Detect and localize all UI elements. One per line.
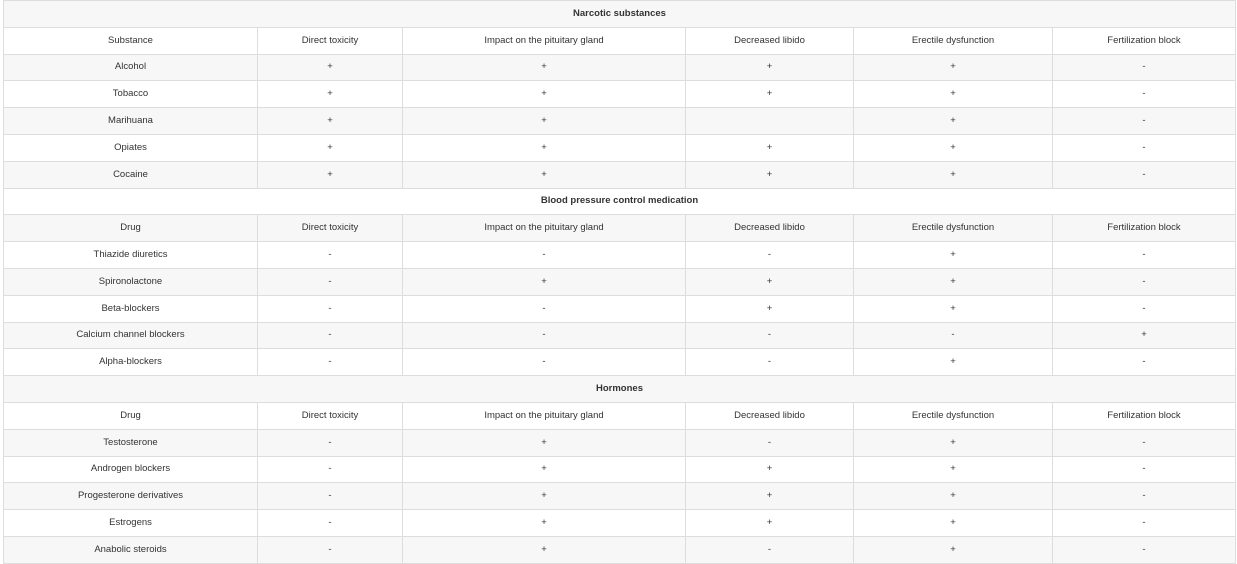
table-cell-erectile: + <box>854 268 1053 295</box>
column-header: Erectile dysfunction <box>854 402 1053 429</box>
table-row <box>4 536 1236 563</box>
table-body <box>4 1 1236 564</box>
table-cell-libido: - <box>686 429 854 456</box>
column-header: Decreased libido <box>686 402 854 429</box>
column-header: Fertilization block <box>1053 402 1236 429</box>
table-cell-libido: - <box>686 349 854 376</box>
table-cell-erectile: + <box>854 81 1053 108</box>
table-cell-libido: + <box>686 483 854 510</box>
table-row <box>4 349 1236 376</box>
table-cell-fertilization: - <box>1053 456 1236 483</box>
table-cell-name: Alcohol <box>4 54 258 81</box>
column-header-row <box>4 402 1236 429</box>
section-title: Narcotic substances <box>4 1 1236 28</box>
table-cell-direct-toxicity: - <box>258 242 403 269</box>
table-cell-name: Marihuana <box>4 108 258 135</box>
table-cell-fertilization: - <box>1053 161 1236 188</box>
table-cell-fertilization: - <box>1053 134 1236 161</box>
table-cell-pituitary: + <box>403 536 686 563</box>
table-cell-libido: - <box>686 536 854 563</box>
table-cell-direct-toxicity: - <box>258 295 403 322</box>
column-header: Impact on the pituitary gland <box>403 402 686 429</box>
table-row <box>4 483 1236 510</box>
table-cell-pituitary: + <box>403 161 686 188</box>
table-cell-fertilization: - <box>1053 108 1236 135</box>
table-cell-name: Androgen blockers <box>4 456 258 483</box>
table-row <box>4 429 1236 456</box>
table-cell-pituitary: + <box>403 268 686 295</box>
table-cell-direct-toxicity: - <box>258 510 403 537</box>
table-cell-fertilization: + <box>1053 322 1236 349</box>
table-cell-libido: + <box>686 161 854 188</box>
table-cell-libido: + <box>686 456 854 483</box>
table-cell-pituitary: + <box>403 108 686 135</box>
table-cell-libido: + <box>686 54 854 81</box>
table-cell-direct-toxicity: - <box>258 268 403 295</box>
table-row <box>4 456 1236 483</box>
section-title-row <box>4 1 1236 28</box>
table-cell-name: Anabolic steroids <box>4 536 258 563</box>
column-header: Substance <box>4 27 258 54</box>
table-cell-fertilization: - <box>1053 81 1236 108</box>
drug-effects-table <box>3 0 1236 564</box>
table-cell-pituitary: - <box>403 295 686 322</box>
table-cell-fertilization: - <box>1053 510 1236 537</box>
table-cell-direct-toxicity: + <box>258 54 403 81</box>
column-header: Impact on the pituitary gland <box>403 215 686 242</box>
column-header: Drug <box>4 215 258 242</box>
table-cell-pituitary: + <box>403 510 686 537</box>
column-header: Drug <box>4 402 258 429</box>
column-header: Erectile dysfunction <box>854 215 1053 242</box>
column-header-row <box>4 215 1236 242</box>
table-cell-libido: - <box>686 322 854 349</box>
table-cell-direct-toxicity: + <box>258 161 403 188</box>
table-cell-name: Estrogens <box>4 510 258 537</box>
column-header: Direct toxicity <box>258 215 403 242</box>
table-cell-direct-toxicity: - <box>258 456 403 483</box>
table-row <box>4 134 1236 161</box>
table-cell-erectile: - <box>854 322 1053 349</box>
column-header: Erectile dysfunction <box>854 27 1053 54</box>
table-cell-pituitary: + <box>403 134 686 161</box>
table-cell-name: Opiates <box>4 134 258 161</box>
section-title: Hormones <box>4 376 1236 403</box>
table-cell-erectile: + <box>854 108 1053 135</box>
table-row <box>4 510 1236 537</box>
table-cell-libido: + <box>686 81 854 108</box>
table-cell-direct-toxicity: - <box>258 429 403 456</box>
section-title-row <box>4 188 1236 215</box>
table-row <box>4 108 1236 135</box>
table-cell-direct-toxicity: - <box>258 483 403 510</box>
column-header: Fertilization block <box>1053 215 1236 242</box>
table-cell-erectile: + <box>854 456 1053 483</box>
table-row <box>4 295 1236 322</box>
table-cell-erectile: + <box>854 429 1053 456</box>
table-cell-direct-toxicity: + <box>258 81 403 108</box>
table-cell-fertilization: - <box>1053 268 1236 295</box>
table-cell-direct-toxicity: - <box>258 322 403 349</box>
table-cell-pituitary: + <box>403 81 686 108</box>
column-header: Direct toxicity <box>258 402 403 429</box>
table-cell-erectile: + <box>854 295 1053 322</box>
table-cell-erectile: + <box>854 242 1053 269</box>
table-cell-libido: + <box>686 268 854 295</box>
table-cell-pituitary: - <box>403 322 686 349</box>
table-cell-erectile: + <box>854 510 1053 537</box>
table-cell-pituitary: + <box>403 54 686 81</box>
table-cell-name: Cocaine <box>4 161 258 188</box>
section-title: Blood pressure control medication <box>4 188 1236 215</box>
table-cell-libido <box>686 108 854 135</box>
table-cell-name: Alpha-blockers <box>4 349 258 376</box>
table-cell-erectile: + <box>854 483 1053 510</box>
column-header: Impact on the pituitary gland <box>403 27 686 54</box>
table-cell-libido: + <box>686 510 854 537</box>
column-header: Decreased libido <box>686 215 854 242</box>
table-cell-libido: - <box>686 242 854 269</box>
table-row <box>4 54 1236 81</box>
table-cell-name: Progesterone derivatives <box>4 483 258 510</box>
table-row <box>4 322 1236 349</box>
table-cell-pituitary: + <box>403 429 686 456</box>
table-cell-libido: + <box>686 134 854 161</box>
table-cell-name: Testosterone <box>4 429 258 456</box>
table-cell-direct-toxicity: - <box>258 349 403 376</box>
table-cell-fertilization: - <box>1053 295 1236 322</box>
table-cell-name: Spironolactone <box>4 268 258 295</box>
table-cell-erectile: + <box>854 134 1053 161</box>
column-header: Direct toxicity <box>258 27 403 54</box>
table-cell-pituitary: - <box>403 242 686 269</box>
table-cell-erectile: + <box>854 349 1053 376</box>
table-cell-direct-toxicity: + <box>258 108 403 135</box>
table-cell-pituitary: + <box>403 483 686 510</box>
table-cell-fertilization: - <box>1053 242 1236 269</box>
table-cell-pituitary: - <box>403 349 686 376</box>
table-row <box>4 268 1236 295</box>
table-cell-name: Calcium channel blockers <box>4 322 258 349</box>
section-title-row <box>4 376 1236 403</box>
table-cell-erectile: + <box>854 161 1053 188</box>
column-header: Decreased libido <box>686 27 854 54</box>
table-row <box>4 161 1236 188</box>
table-cell-erectile: + <box>854 536 1053 563</box>
table-cell-direct-toxicity: + <box>258 134 403 161</box>
table-cell-fertilization: - <box>1053 536 1236 563</box>
table-row <box>4 81 1236 108</box>
table-cell-fertilization: - <box>1053 483 1236 510</box>
table-cell-direct-toxicity: - <box>258 536 403 563</box>
table-cell-name: Thiazide diuretics <box>4 242 258 269</box>
table-cell-fertilization: - <box>1053 429 1236 456</box>
column-header: Fertilization block <box>1053 27 1236 54</box>
table-cell-libido: + <box>686 295 854 322</box>
table-cell-erectile: + <box>854 54 1053 81</box>
table-row <box>4 242 1236 269</box>
table-cell-fertilization: - <box>1053 349 1236 376</box>
column-header-row <box>4 27 1236 54</box>
table-cell-fertilization: - <box>1053 54 1236 81</box>
table-cell-pituitary: + <box>403 456 686 483</box>
table-cell-name: Beta-blockers <box>4 295 258 322</box>
table-cell-name: Tobacco <box>4 81 258 108</box>
